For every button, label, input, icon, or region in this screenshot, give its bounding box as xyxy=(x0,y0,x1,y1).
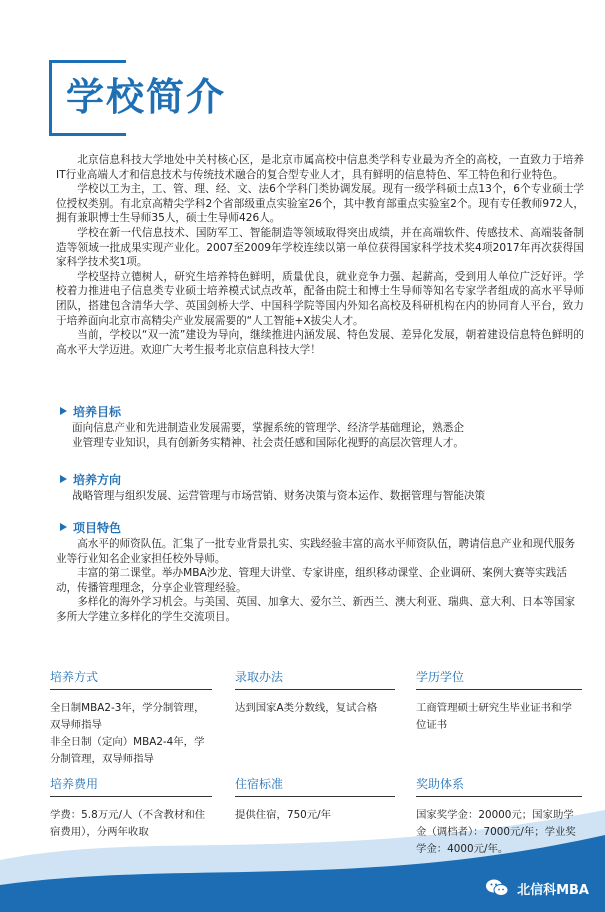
info-line: 达到国家A类分数线，复试合格 xyxy=(235,702,378,714)
section-line: 战略管理与组织发展、运营管理与市场营销、财务决策与资本运作、数据管理与智能决策 xyxy=(72,490,486,502)
triangle-bullet-icon xyxy=(60,475,67,483)
info-cell-mode xyxy=(50,668,212,768)
section-features xyxy=(56,519,584,625)
info-line: 提供住宿，750元/年 xyxy=(235,809,332,821)
intro-text xyxy=(56,153,584,357)
triangle-bullet-icon xyxy=(60,407,67,415)
feature-paragraph: 高水平的师资队伍。汇集了一批专业背景扎实、实践经验丰富的高水平师资队伍，聘请信息产业和现代服务业等行业知名企业家担任校外导师。 xyxy=(56,538,576,565)
info-heading: 奖助体系 xyxy=(416,775,582,797)
section-line: 业管理专业知识，具有创新务实精神、社会责任感和国际化视野的高层次管理人才。 xyxy=(72,436,464,449)
info-heading: 培养方式 xyxy=(50,668,212,690)
info-heading: 培养费用 xyxy=(50,775,212,797)
intro-paragraph: 北京信息科技大学地处中关村核心区，是北京市属高校中信息类学科专业最为齐全的高校，一直致力于培养IT行业高端人才和信息技术与传统技术融合的复合型专业人才，具有鲜明的信息特色、军工特色和行业特色。 xyxy=(56,154,584,181)
info-line: 全日制MBA2-3年，学分制管理，双导师指导 xyxy=(50,702,205,731)
info-heading: 住宿标准 xyxy=(235,775,395,797)
triangle-bullet-icon xyxy=(60,523,67,531)
info-cell-fees xyxy=(50,775,212,841)
info-heading: 录取办法 xyxy=(235,668,395,690)
footer-brand xyxy=(485,878,589,898)
intro-paragraph: 学校在新一代信息技术、国防军工、智能制造等领域取得突出成绩，并在高端软件、传感技术、高端装备制造等领域一批成果实现产业化。2007至2009年学校连续以第一单位获得国家科学技术奖4项2017年再次获得国家科学技术奖1项。 xyxy=(56,226,584,269)
info-line: 国家奖学金：20000元；国家助学金（调档者）：7000元/年；学业奖学金：4000元/年。 xyxy=(416,809,576,855)
wechat-icon xyxy=(485,878,509,898)
section-line: 面向信息产业和先进制造业发展需要，掌握系统的管理学、经济学基础理论，熟悉企 xyxy=(72,422,464,434)
info-heading: 学历学位 xyxy=(416,668,582,690)
info-cell-housing xyxy=(235,775,395,824)
footer-label: 北信科MBA xyxy=(517,882,589,898)
section-title: 项目特色 xyxy=(73,520,122,535)
feature-paragraph: 丰富的第二课堂。举办MBA沙龙、管理大讲堂、专家讲座，组织移动课堂、企业调研、案例大赛等实践活动，传播管理理念，分享企业管理经验。 xyxy=(56,567,567,594)
info-line: 学费：5.8万元/人（不含教材和住宿费用），分两年收取 xyxy=(50,809,206,838)
section-goal xyxy=(56,403,584,450)
intro-paragraph: 学校坚持立德树人，研究生培养特色鲜明，质量优良，就业竞争力强、起薪高，受到用人单位广泛好评。学校着力推进电子信息类专业硕士培养模式试点改革，配备由院士和博士生导师等知名专家学者组成的高水平导师团队，搭建包含清华大学、英国剑桥大学、中国科学院等国内外知名高校及科研机构在内的协同育人平台，致力于培养面向北京市高精尖产业发展需要的“人工智能+X拔尖人才。 xyxy=(56,270,584,327)
feature-paragraph: 多样化的海外学习机会。与美国、英国、加拿大、爱尔兰、新西兰、澳大利亚、瑞典、意大利、日本等国家多所大学建立多样化的学生交流项目。 xyxy=(56,596,576,623)
intro-paragraph: 学校以工为主，工、管、理、经、文、法6个学科门类协调发展。现有一级学科硕士点13个，6个专业硕士学位授权类别。有北京高精尖学科2个省部级重点实验室26个，其中教育部重点实验室2个。现有专任教师972人，拥有兼职博士生导师35人，硕士生导师426人。 xyxy=(56,183,584,225)
section-title: 培养目标 xyxy=(73,404,122,419)
info-cell-admission xyxy=(235,668,395,717)
intro-paragraph: 当前，学校以“双一流”建设为导向，继续推进内涵发展、特色发展、差异化发展，朝着建设信息特色鲜明的高水平大学迈进。欢迎广大考生报考北京信息科技大学！ xyxy=(56,329,584,356)
section-direction xyxy=(56,471,584,504)
info-line: 非全日制（定向）MBA2-4年，学分制管理，双导师指导 xyxy=(50,736,205,765)
info-cell-scholarship xyxy=(416,775,582,858)
section-title: 培养方向 xyxy=(73,472,122,487)
info-line: 工商管理硕士研究生毕业证书和学位证书 xyxy=(416,702,572,731)
info-cell-degree xyxy=(416,668,582,734)
page-title: 学校简介 xyxy=(66,75,227,119)
